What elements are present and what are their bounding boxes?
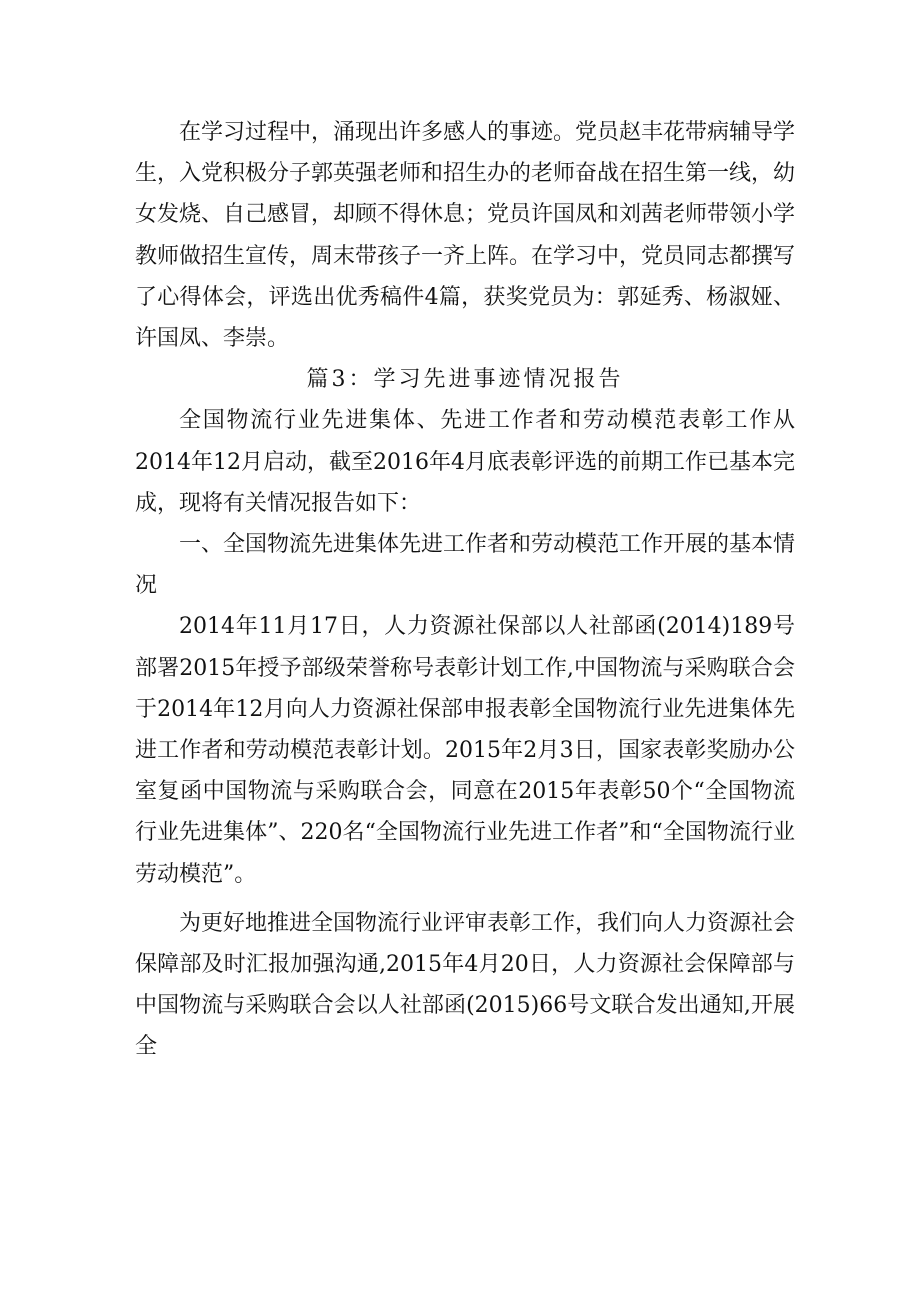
paragraph-timeline: 2014年11月17日，人力资源社保部以人社部函(2014)189号部署2015年授予部级荣誉称号表彰计划工作,中国物流与采购联合会于2014年12月向人力资源社保部申报表彰全国物流行业先进集体先进工作者和劳动模范表彰计划。2015年2月3日，国家表彰奖励办公室复函中国物流与采购联合会，同意在2015年表彰50个“全国物流行业先进集体”、220名“全国物流行业先进工作者”和“全国物流行业劳动模范”。 [135, 614, 795, 887]
paragraph-intro: 全国物流行业先进集体、先进工作者和劳动模范表彰工作从2014年12月启动，截至2016年4月底表彰评选的前期工作已基本完成，现将有关情况报告如下： [135, 408, 795, 516]
paragraph-deeds: 在学习过程中，涌现出许多感人的事迹。党员赵丰花带病辅导学生，入党积极分子郭英强老师和招生办的老师奋战在招生第一线，幼女发烧、自己感冒，却顾不得休息；党员许国凤和刘茜老师带领小学教师做招生宣传，周末带孩子一齐上阵。在学习中，党员同志都撰写了心得体会，评选出优秀稿件4篇，获奖党员为：郭延秀、杨淑娅、许国凤、李崇。 [135, 120, 796, 352]
paragraph-spacer [135, 895, 795, 903]
section-heading: 篇3：学习先进事迹情况报告 [306, 367, 624, 393]
document-body [135, 112, 795, 1068]
paragraph-promotion: 为更好地推进全国物流行业评审表彰工作，我们向人力资源社会保障部及时汇报加强沟通,2015年4月20日，人力资源社会保障部与中国物流与采购联合会以人社部函(2015)66号文联合发出通知,开展全 [135, 910, 796, 1060]
paragraph-subheading: 一、全国物流先进集体先进工作者和劳动模范工作开展的基本情况 [135, 532, 796, 599]
